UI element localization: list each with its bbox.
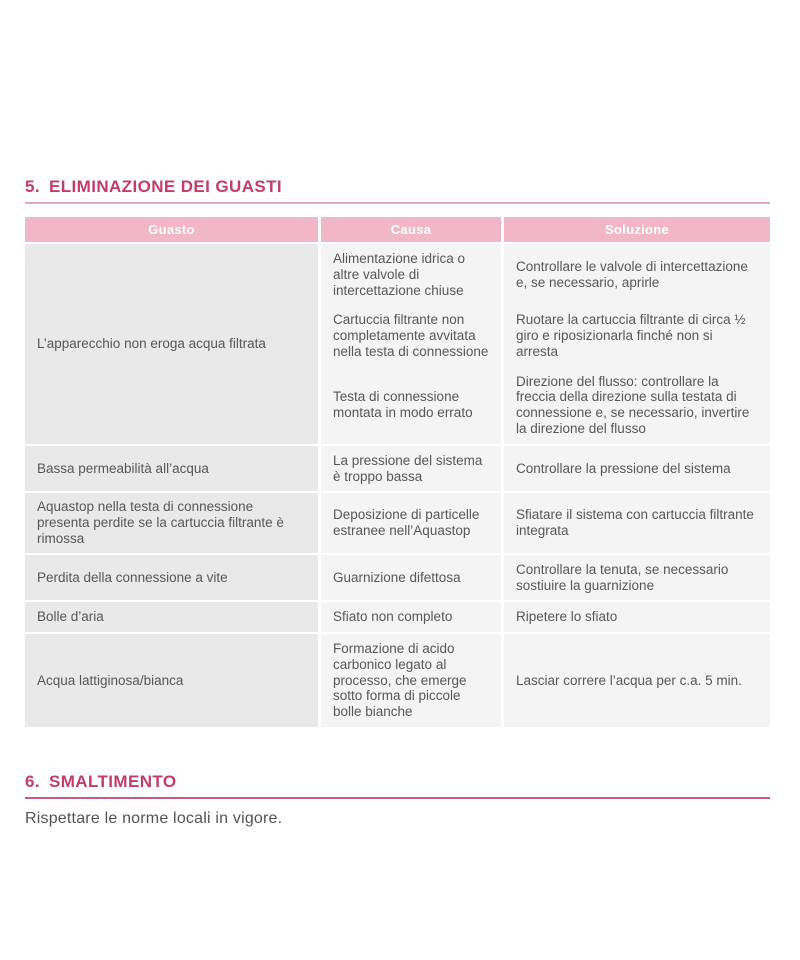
causa-cell: Alimentazione idrica o altre valvole di intercettazione chiuse [321, 244, 501, 305]
causa-soluzione-subrow [321, 602, 770, 632]
table-header-row [25, 217, 770, 242]
guasto-cell: Bolle d’aria [25, 602, 318, 632]
table-row [25, 244, 770, 444]
soluzione-cell: Ripetere lo sfiato [504, 602, 770, 632]
soluzione-cell: Ruotare la cartuccia filtrante di circa ½ giro e riposizionarla finché non si arresta [504, 305, 770, 366]
causa-soluzione-group [321, 244, 770, 444]
section-5-divider [25, 202, 770, 204]
causa-cell: Testa di connessione montata in modo errato [321, 367, 501, 444]
causa-soluzione-group [321, 555, 770, 601]
section-troubleshooting [25, 177, 770, 727]
section-6-divider [25, 797, 770, 799]
causa-soluzione-group [321, 634, 770, 727]
section-5-number: 5. [25, 177, 40, 196]
soluzione-cell: Controllare la tenuta, se necessario sostiuire la guarnizione [504, 555, 770, 601]
guasto-cell: Aquastop nella testa di connessione presenta perdite se la cartuccia filtrante è rimossa [25, 493, 318, 552]
causa-soluzione-group [321, 493, 770, 552]
guasto-cell: Perdita della connessione a vite [25, 555, 318, 601]
header-cell-soluzione: Soluzione [504, 217, 770, 242]
soluzione-cell: Sfiatare il sistema con cartuccia filtrante integrata [504, 493, 770, 552]
causa-cell: Cartuccia filtrante non completamente avvitata nella testa di connessione [321, 305, 501, 366]
table-row [25, 555, 770, 601]
soluzione-cell: Direzione del flusso: controllare la freccia della direzione sulla testata di connessione e, se necessario, invertire la direzione del flusso [504, 367, 770, 444]
troubleshooting-table [25, 217, 770, 727]
manual-page [25, 177, 770, 828]
soluzione-cell: Controllare le valvole di intercettazione e, se necessario, aprirle [504, 244, 770, 305]
guasto-cell: L’apparecchio non eroga acqua filtrata [25, 244, 318, 444]
causa-soluzione-subrow [321, 493, 770, 552]
table-row [25, 446, 770, 492]
disposal-text: Rispettare le norme locali in vigore. [25, 809, 283, 827]
table-row [25, 602, 770, 632]
causa-soluzione-group [321, 602, 770, 632]
section-5-heading [25, 177, 770, 197]
causa-soluzione-subrow [321, 446, 770, 492]
causa-cell: Guarnizione difettosa [321, 555, 501, 601]
causa-cell: Sfiato non completo [321, 602, 501, 632]
section-6-heading [25, 772, 770, 792]
causa-cell: Deposizione di particelle estranee nell’Aquastop [321, 493, 501, 552]
causa-soluzione-subrow [321, 555, 770, 601]
table-row [25, 493, 770, 552]
section-6-number: 6. [25, 771, 40, 791]
soluzione-cell: Lasciar correre l’acqua per c.a. 5 min. [504, 634, 770, 727]
soluzione-cell: Controllare la pressione del sistema [504, 446, 770, 492]
guasto-cell: Bassa permeabilità all’acqua [25, 446, 318, 492]
section-5-title: ELIMINAZIONE DEI GUASTI [48, 177, 283, 196]
header-cell-causa: Causa [321, 217, 501, 242]
causa-cell: Formazione di acido carbonico legato al processo, che emerge sotto forma di piccole bolle bianche [321, 634, 501, 727]
table-row [25, 634, 770, 727]
causa-soluzione-subrow [321, 244, 770, 305]
guasto-cell: Acqua lattiginosa/bianca [25, 634, 318, 727]
table-body [25, 244, 770, 727]
causa-cell: La pressione del sistema è troppo bassa [321, 446, 501, 492]
causa-soluzione-subrow [321, 305, 770, 366]
section-disposal [25, 772, 770, 828]
causa-soluzione-group [321, 446, 770, 492]
causa-soluzione-subrow [321, 634, 770, 727]
causa-soluzione-subrow [321, 367, 770, 444]
section-6-title: SMALTIMENTO [48, 771, 177, 791]
header-cell-guasto: Guasto [25, 217, 318, 242]
